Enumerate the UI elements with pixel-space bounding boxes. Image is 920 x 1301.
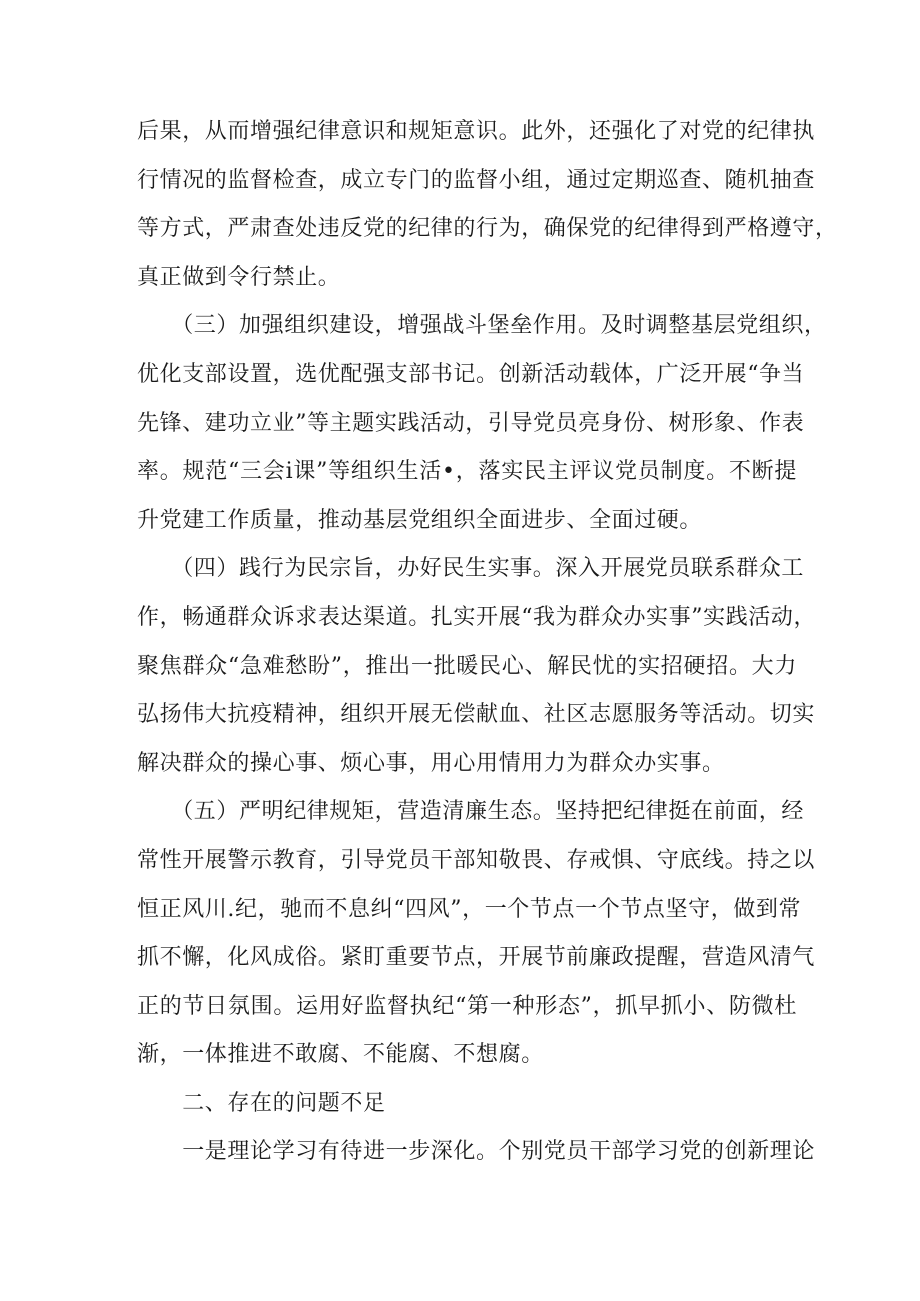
text-line: 聚焦群众“急难愁盼”，推出一批暖民心、解民忧的实招硬招。大力: [137, 653, 797, 679]
text-line: 后果，从而增强纪律意识和规矩意识。此外，还强化了对党的纪律执: [137, 119, 816, 144]
text-line: 真正做到令行禁止。: [137, 264, 341, 290]
text-line: 弘扬伟大抗疫精神，组织开展无偿献血、社区志愿服务等活动。切实: [137, 702, 816, 728]
text-line: 渐，一体推进不敢腐、不能腐、不想腐。: [137, 1042, 544, 1068]
chapter-heading: 二、存在的问题不足: [137, 1090, 386, 1116]
text-line: 正的节日氛围。运用好监督执纪“第一种形态”，抓早抓小、防微杜: [137, 993, 797, 1019]
section-heading-line: （五）严明纪律规矩，营造清廉生态。坚持把纪律挺在前面，经: [137, 799, 805, 825]
text-line: 一是理论学习有待进一步深化。个别党员干部学习党的创新理论: [137, 1139, 816, 1165]
section-heading-line: （四）践行为民宗旨，办好民生实事。深入开展党员联系群众工: [137, 556, 805, 582]
document-body: [137, 114, 838, 1183]
text-line: 等方式，严肃查处违反党的纪律的行为，确保党的纪律得到严格遵守，: [137, 216, 838, 242]
text-line: 常性开展警示教育，引导党员干部知敬畏、存戒惧、守底线。持之以: [137, 847, 816, 873]
text-line: 作，畅通群众诉求表达渠道。扎实开展“我为群众办实事”实践活动，: [137, 604, 817, 630]
text-line: 抓不懈，化风成俗。紧盯重要节点，开展节前廉政提醒，营造风清气: [137, 945, 816, 971]
text-line: 率。规范“三会i课”等组织生活•，落实民主评议党员制度。不断提: [137, 459, 797, 485]
text-line: 先锋、建功立业”等主题实践活动，引导党员亮身份、树形象、作表: [137, 410, 805, 436]
section-heading-line: （三）加强组织建设，增强战斗堡垒作用。及时调整基层党组织，: [137, 313, 827, 339]
text-line: 解决群众的操心事、烦心事，用心用情用力为群众办实事。: [137, 750, 725, 776]
text-line: 优化支部设置，选优配强支部书记。创新活动载体，广泛开展“争当: [137, 361, 805, 387]
text-line: 升党建工作质量，推动基层党组织全面进步、全面过硬。: [137, 507, 703, 533]
text-line: 恒正风川.纪，驰而不息纠“四风”，一个节点一个节点坚守，做到常: [137, 896, 802, 922]
text-line: 行情况的监督检查，成立专门的监督小组，通过定期巡查、随机抽查: [137, 167, 816, 193]
